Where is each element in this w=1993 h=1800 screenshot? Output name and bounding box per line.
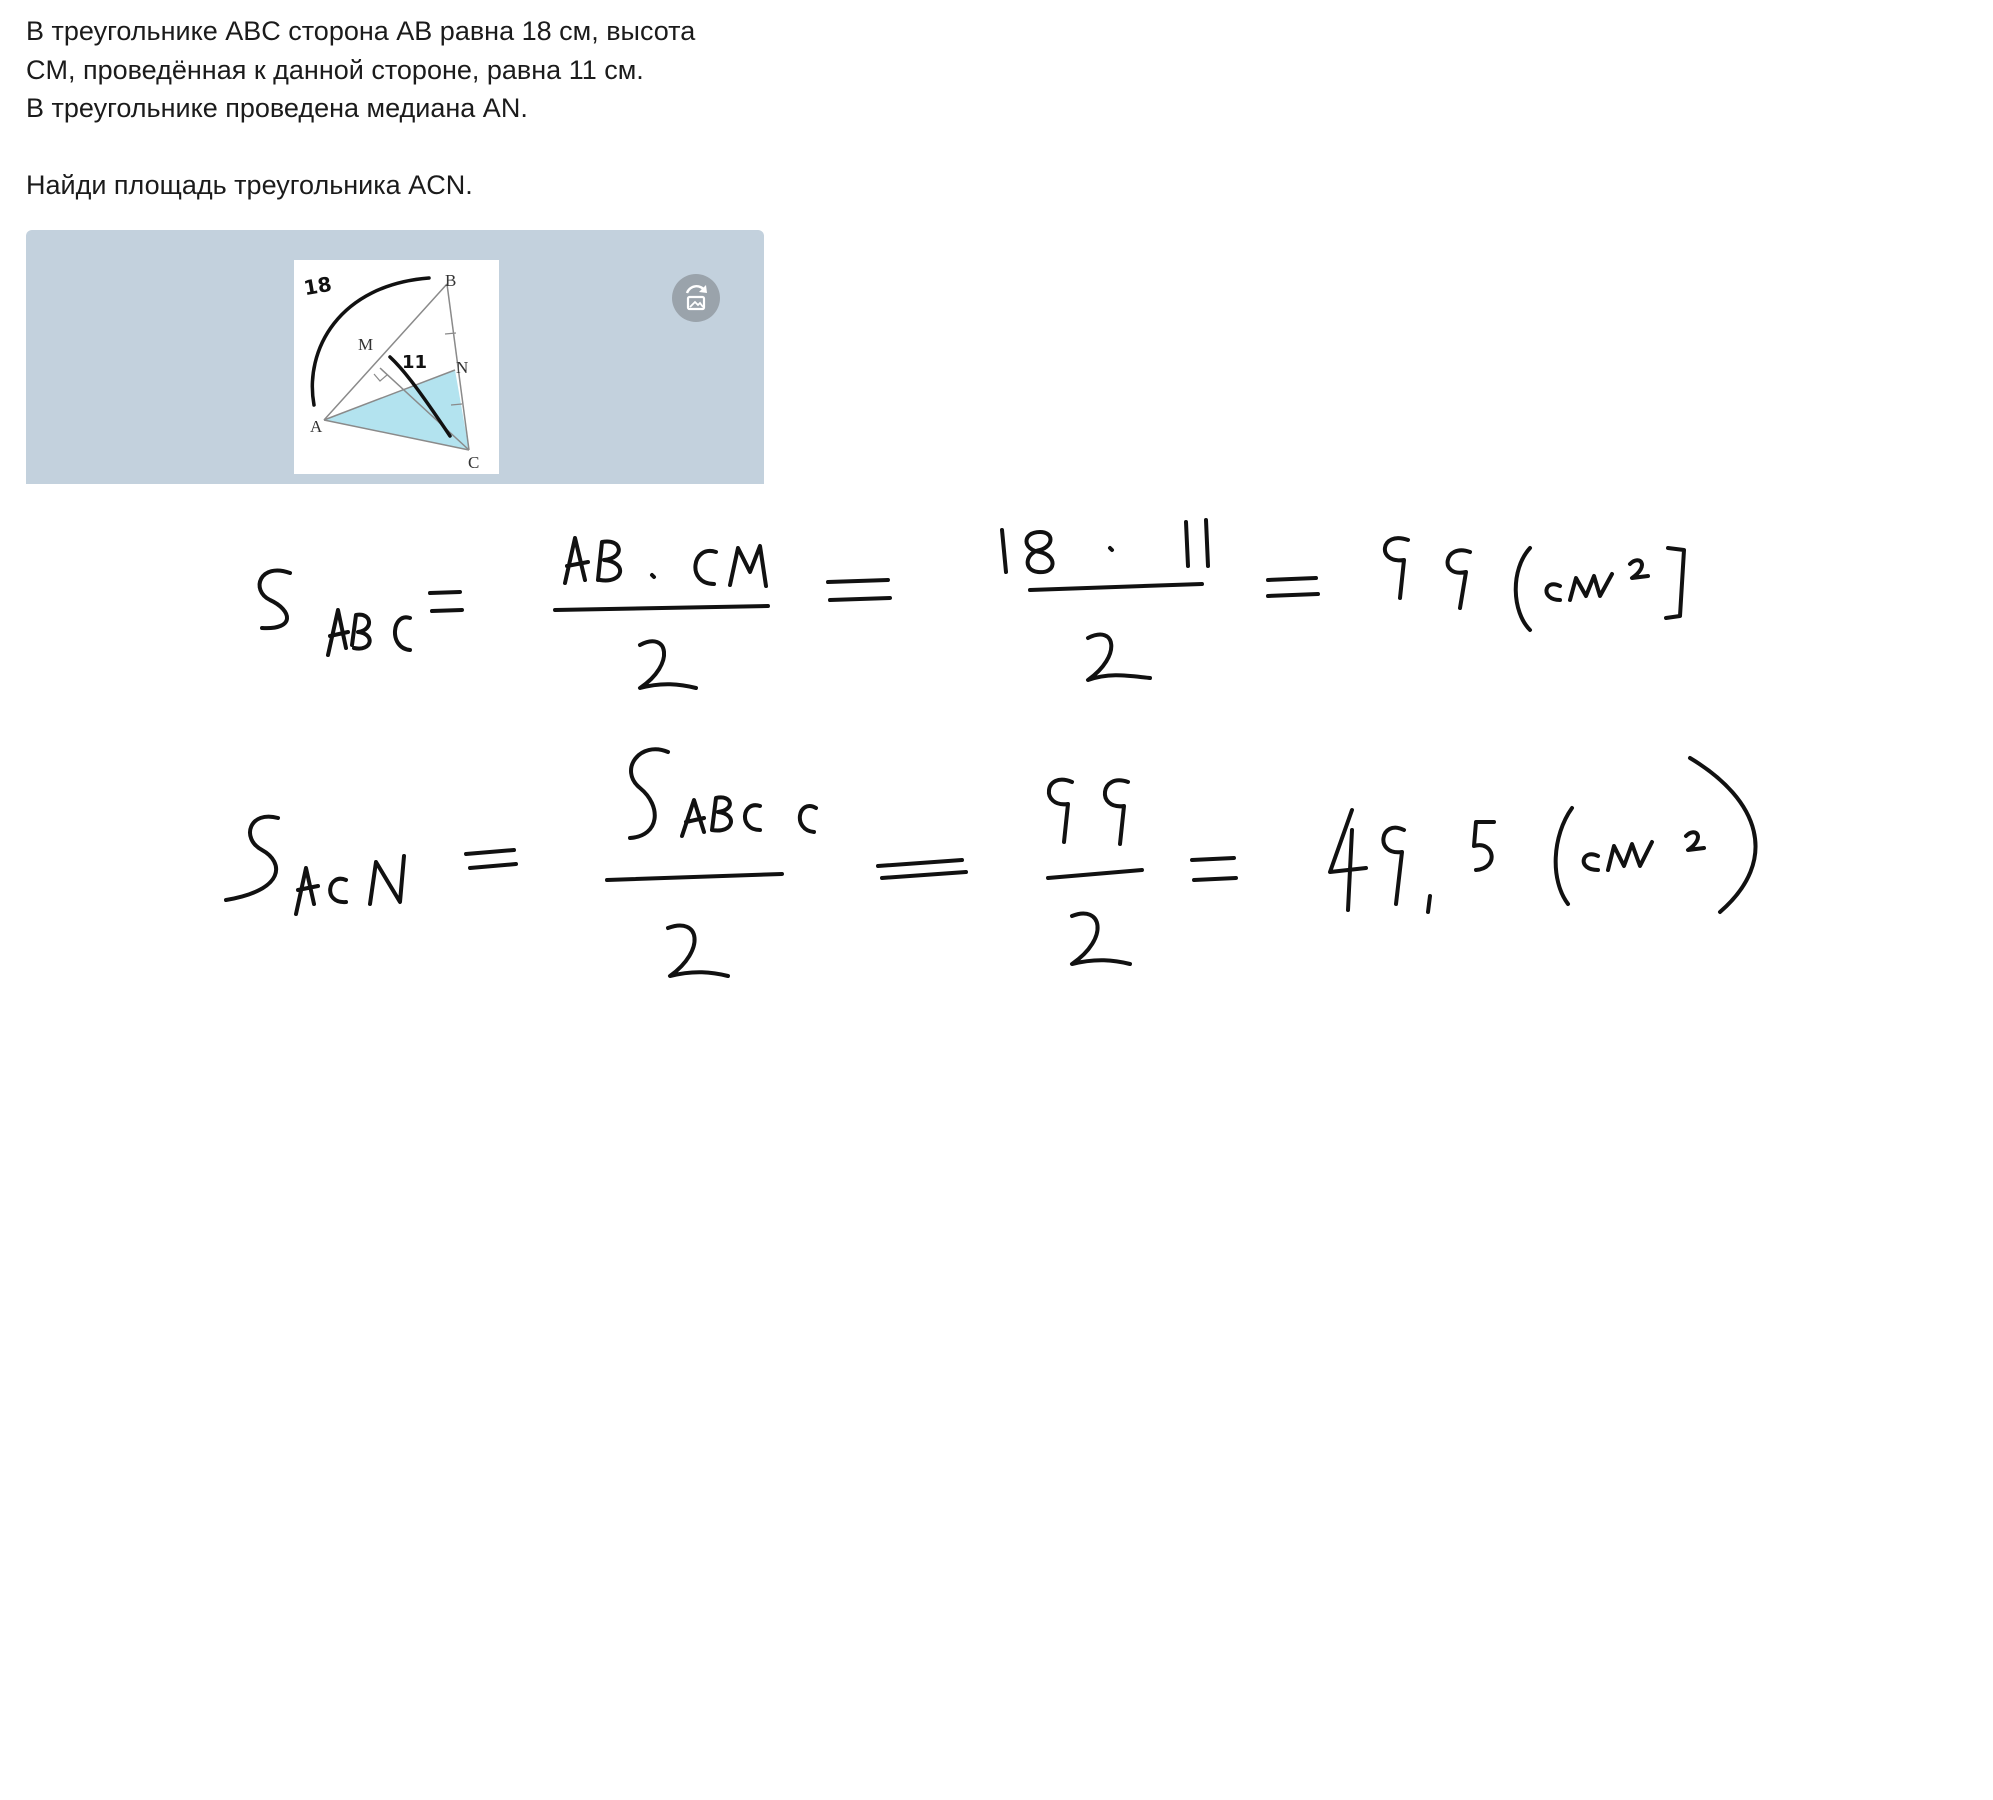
hw-l2-num-sabc [630, 749, 816, 838]
hw-l2-equals-1 [466, 850, 516, 868]
hw-l2-result-units [1556, 758, 1756, 912]
hw-l2-num-99 [1049, 780, 1128, 844]
hw-l1-equals-1 [430, 592, 462, 611]
hw-l1-den-2 [640, 641, 696, 688]
hw-l1-result-99 [1385, 538, 1470, 608]
hw-l2-den-2b [1072, 914, 1130, 964]
hw-l1-bar-2 [1030, 584, 1202, 590]
label-c: C [468, 453, 480, 472]
hw-l1-S [260, 570, 290, 628]
hw-l2-S [226, 817, 278, 900]
hw-l1-equals-2 [828, 580, 890, 600]
hw-l2-subscript-acn [296, 856, 404, 914]
problem-line-2: CM, проведённая к данной стороне, равна 11 см. [26, 54, 644, 85]
hw-l2-den-2 [668, 926, 728, 976]
handwritten-11: 11 [402, 352, 428, 373]
label-b: B [445, 271, 457, 290]
hw-l2-equals-3 [1192, 858, 1236, 880]
hw-l1-result-units [1516, 548, 1684, 630]
hw-l2-bar-2 [1048, 870, 1142, 878]
problem-line-3: В треугольнике проведена медиана AN. [26, 93, 528, 123]
hw-l1-num-18-11 [1002, 520, 1208, 572]
handwritten-18: 18 [301, 271, 334, 301]
hw-l2-result-49-5 [1330, 810, 1494, 912]
hw-l1-num-ab-cm [565, 538, 766, 586]
hw-l1-bar-1 [555, 606, 768, 610]
hw-l1-subscript-abc [328, 610, 410, 655]
problem-line-1: В треугольнике ABC сторона AB равна 18 см, высота [26, 16, 696, 46]
label-n: N [456, 358, 469, 377]
label-m: M [358, 335, 374, 354]
hw-l1-den-2b [1088, 635, 1150, 680]
hw-l2-equals-2 [878, 860, 966, 878]
hw-l1-equals-3 [1268, 578, 1318, 596]
problem-question: Найди площадь треугольника ACN. [26, 170, 473, 200]
hw-l2-bar-1 [607, 874, 782, 880]
label-a: A [310, 417, 323, 436]
